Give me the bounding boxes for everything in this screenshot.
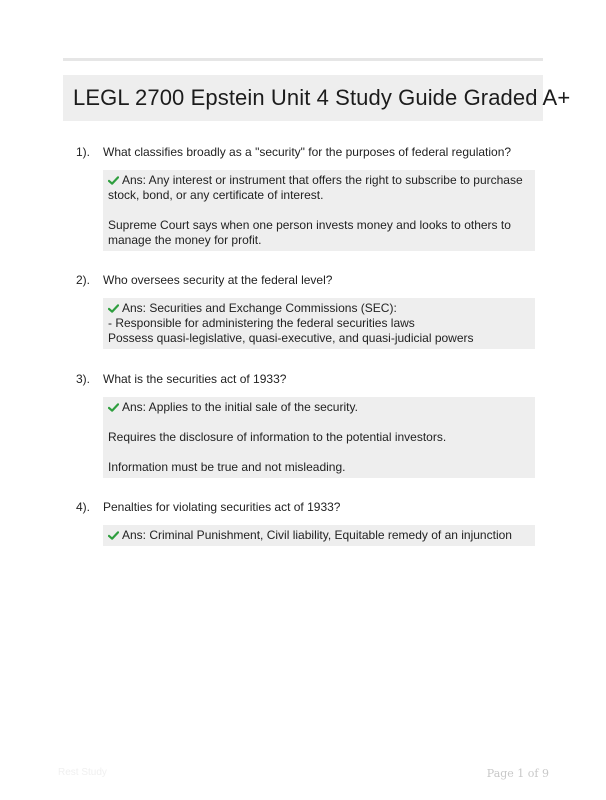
answer-text: Ans: Securities and Exchange Commissions (SEC): [122, 301, 397, 315]
check-icon [108, 176, 119, 185]
answer-text: - Responsible for administering the federal securities laws [108, 316, 415, 330]
question-text: Penalties for violating securities act of 1933? [103, 500, 341, 514]
check-icon [108, 304, 119, 313]
page-indicator: Page 1 of 9 [486, 767, 549, 780]
top-divider [63, 58, 543, 61]
question-text: What is the securities act of 1933? [103, 372, 287, 386]
document-title: LEGL 2700 Epstein Unit 4 Study Guide Graded A+ [73, 85, 571, 110]
question-number: 1). [76, 145, 91, 159]
question-number: 2). [76, 273, 91, 287]
answer-text: Ans: Applies to the initial sale of the security. [122, 400, 358, 414]
question-text: Who oversees security at the federal level? [103, 273, 333, 287]
question-text: What classifies broadly as a "security" for the purposes of federal regulation? [103, 145, 512, 159]
answer-box [103, 397, 535, 478]
answer-text: Requires the disclosure of information to the potential investors. [108, 430, 447, 444]
footer-watermark: Rest Study [58, 767, 107, 778]
question-number: 3). [76, 372, 91, 386]
title-banner [63, 75, 571, 121]
answer-text: Possess quasi-legislative, quasi-executive, and quasi-judicial powers [108, 331, 474, 345]
answer-box [103, 525, 535, 546]
check-icon [108, 531, 119, 540]
answer-box [103, 298, 535, 349]
question-number: 4). [76, 500, 91, 514]
answer-box [103, 170, 535, 251]
answer-text: Supreme Court says when one person invests money and looks to others to manage the money for profit. [108, 218, 511, 247]
answer-text: Ans: Criminal Punishment, Civil liability, Equitable remedy of an injunction [122, 528, 512, 542]
answer-text: Information must be true and not misleading. [108, 460, 346, 474]
answer-text: Ans: Any interest or instrument that offers the right to subscribe to purchase stock, bond, or any certificate of interest. [108, 173, 523, 202]
check-icon [108, 403, 119, 412]
